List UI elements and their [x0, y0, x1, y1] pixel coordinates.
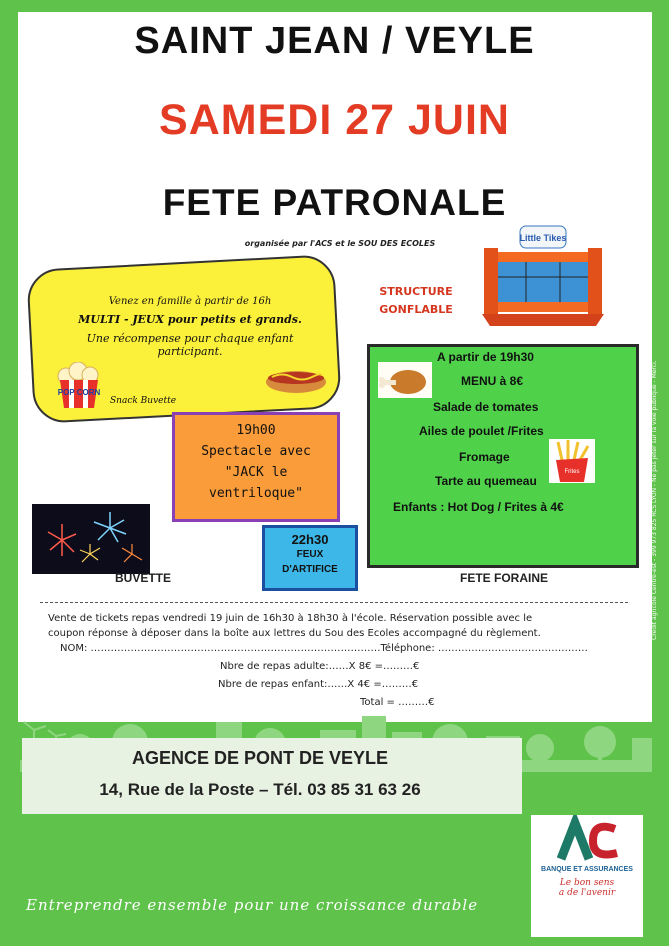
coupon-adult-meals-field: Nbre de repas adulte:……X 8€ =………€ — [220, 661, 420, 672]
family-line-4: participant. — [157, 345, 223, 358]
bouncy-castle-sign: Little Tikes — [519, 233, 567, 243]
hotdog-icon — [262, 360, 330, 396]
coupon-line-2: coupon réponse à déposer dans la boîte aux lettres du Sou des Ecoles accompagné du règlement. — [48, 628, 541, 639]
buvette-label: BUVETTE — [115, 571, 172, 585]
show-line-3: ventriloque" — [209, 486, 303, 501]
fries-icon — [548, 438, 596, 484]
agency-name: AGENCE DE PONT DE VEYLE — [131, 748, 389, 768]
popcorn-icon — [52, 362, 108, 410]
structure-gonflable-label — [356, 283, 476, 319]
menu-item-3: Fromage — [459, 450, 510, 464]
structure-label-line-1: STRUCTURE — [379, 285, 453, 298]
fireworks-image — [32, 504, 150, 574]
show-time: 19h00 — [236, 423, 276, 438]
family-box-text — [60, 296, 320, 358]
coupon-cut-line — [40, 602, 628, 603]
menu-time: A partir de 19h30 — [437, 350, 534, 364]
show-line-2: "JACK le — [224, 465, 288, 480]
family-line-3: Une récompense pour chaque enfant — [86, 332, 294, 345]
bank-slogan-line-2: a de l'avenir — [558, 888, 616, 898]
coupon-total-field: Total = ………€ — [360, 697, 435, 708]
bank-slogan — [531, 878, 643, 898]
family-line-1: Venez en famille à partir de 16h — [108, 296, 272, 307]
fireworks-line-2: D'ARTIFICE — [282, 564, 338, 575]
menu-kids: Enfants : Hot Dog / Frites à 4€ — [393, 500, 564, 514]
menu-price: MENU à 8€ — [461, 374, 524, 388]
event-title: FETE PATRONALE — [162, 182, 507, 223]
popcorn-label: POP CORN — [57, 388, 101, 397]
organizers-text: organisée par l'ACS et le SOU DES ECOLES — [244, 239, 436, 248]
legal-notice: Crédit agricole Centre-est - 399 973 825 RCS LYON - Ne pas jeter sur la voie publique - Merci. — [651, 360, 658, 640]
fries-label: Frites — [564, 469, 580, 475]
menu-item-4: Tarte au quemeau — [435, 474, 537, 488]
bank-slogan-line-1: Le bon sens — [559, 878, 615, 888]
town-title: SAINT JEAN / VEYLE — [134, 20, 535, 62]
bouncy-castle-image — [476, 222, 616, 330]
show-line-1: Spectacle avec — [201, 444, 311, 459]
coupon-name-phone-field: NOM: ……………………………………………………………………………Téléphone: ……………………………………… — [60, 643, 588, 654]
footer-tagline: Entreprendre ensemble pour une croissance durable — [26, 896, 479, 914]
menu-item-1: Salade de tomates — [433, 400, 539, 414]
snack-buvette-label: Snack Buvette — [110, 396, 177, 406]
fireworks-text — [262, 532, 358, 577]
structure-label-line-2: GONFLABLE — [379, 303, 453, 316]
menu-item-2: Ailes de poulet /Frites — [419, 424, 544, 438]
credit-agricole-logo — [531, 815, 643, 937]
fete-foraine-label: FETE FORAINE — [460, 571, 549, 585]
bank-tagline: BANQUE ET ASSURANCES — [541, 866, 633, 873]
chicken-icon — [376, 360, 434, 400]
event-date: SAMEDI 27 JUIN — [159, 96, 510, 144]
coupon-child-meals-field: Nbre de repas enfant:……X 4€ =………€ — [218, 679, 419, 690]
agency-address: 14, Rue de la Poste – Tél. 03 85 31 63 26 — [99, 780, 421, 799]
fireworks-time: 22h30 — [291, 532, 329, 547]
fireworks-line-1: FEUX — [296, 549, 324, 560]
show-text — [172, 420, 340, 504]
family-line-2: MULTI - JEUX pour petits et grands. — [78, 313, 302, 326]
coupon-line-1: Vente de tickets repas vendredi 19 juin de 16h30 à 18h30 à l'école. Réservation possible avec le — [48, 613, 533, 624]
